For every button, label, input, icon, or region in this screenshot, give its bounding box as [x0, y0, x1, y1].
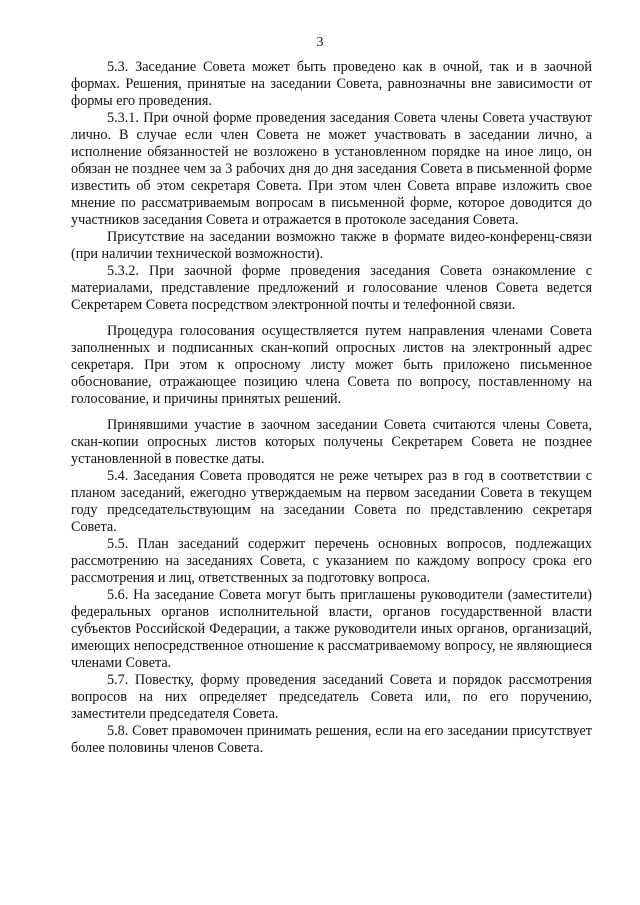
paragraph-video-conference: Присутствие на заседании возможно также в формате видео-конференц-связи (при наличии технической возможности). — [71, 229, 592, 262]
paragraph-absentee-participants: Принявшими участие в заочном заседании Совета считаются члены Совета, скан-копии опросных листов которых получены Секретарем Совета не позднее установленной в повестке даты. — [71, 417, 592, 467]
paragraph-voting-procedure: Процедура голосования осуществляется путем направления членами Совета заполненных и подписанных скан-копий опросных листов на электронный адрес секретаря. При этом к опросному листу может быть приложено письменное обоснование, отражающее позицию члена Совета по вопросу, поставленному на голосование, и причины принятых решений. — [71, 323, 592, 407]
paragraph-5-6: 5.6. На заседание Совета могут быть приглашены руководители (заместители) федеральных органов исполнительной власти, органов государственной власти субъектов Российской Федерации, а также руководители иных органов, организаций, имеющих непосредственное отношение к рассматриваемому вопросу, не являющиеся членами Совета. — [71, 587, 592, 671]
paragraph-5-3-1: 5.3.1. При очной форме проведения заседания Совета члены Совета участвуют лично. В случае если член Совета не может участвовать в заседании лично, а исполнение обязанностей не возложено в установленном порядке на иное лицо, он обязан не позднее чем за 3 рабочих дня до дня заседания Совета в письменной форме известить об этом секретаря Совета. При этом член Совета вправе изложить свое мнение по рассматриваемым вопросам в письменной форме, которое доводится до участников заседания Совета и отражается в протоколе заседания Совета. — [71, 110, 592, 228]
page-number: 3 — [316, 35, 324, 50]
paragraph-5-8: 5.8. Совет правомочен принимать решения, если на его заседании присутствует более половины членов Совета. — [71, 723, 592, 756]
paragraph-5-3-2: 5.3.2. При заочной форме проведения заседания Совета ознакомление с материалами, представление предложений и голосование членов Совета ведется Секретарем Совета посредством электронной почты и телефонной связи. — [71, 263, 592, 313]
document-body — [71, 59, 592, 757]
paragraph-5-3: 5.3. Заседание Совета может быть проведено как в очной, так и в заочной формах. Решения, принятые на заседании Совета, равнозначны вне зависимости от формы его проведения. — [71, 59, 592, 109]
paragraph-5-5: 5.5. План заседаний содержит перечень основных вопросов, подлежащих рассмотрению на заседаниях Совета, с указанием по каждому вопросу срока его рассмотрения и лиц, ответственных за подготовку вопроса. — [71, 536, 592, 586]
paragraph-5-7: 5.7. Повестку, форму проведения заседаний Совета и порядок рассмотрения вопросов на них определяет председатель Совета или, по его поручению, заместители председателя Совета. — [71, 672, 592, 722]
paragraph-5-4: 5.4. Заседания Совета проводятся не реже четырех раз в год в соответствии с планом заседаний, ежегодно утверждаемым на первом заседании Совета в текущем году председательствующим на заседании Совета по представлению секретаря Совета. — [71, 468, 592, 535]
